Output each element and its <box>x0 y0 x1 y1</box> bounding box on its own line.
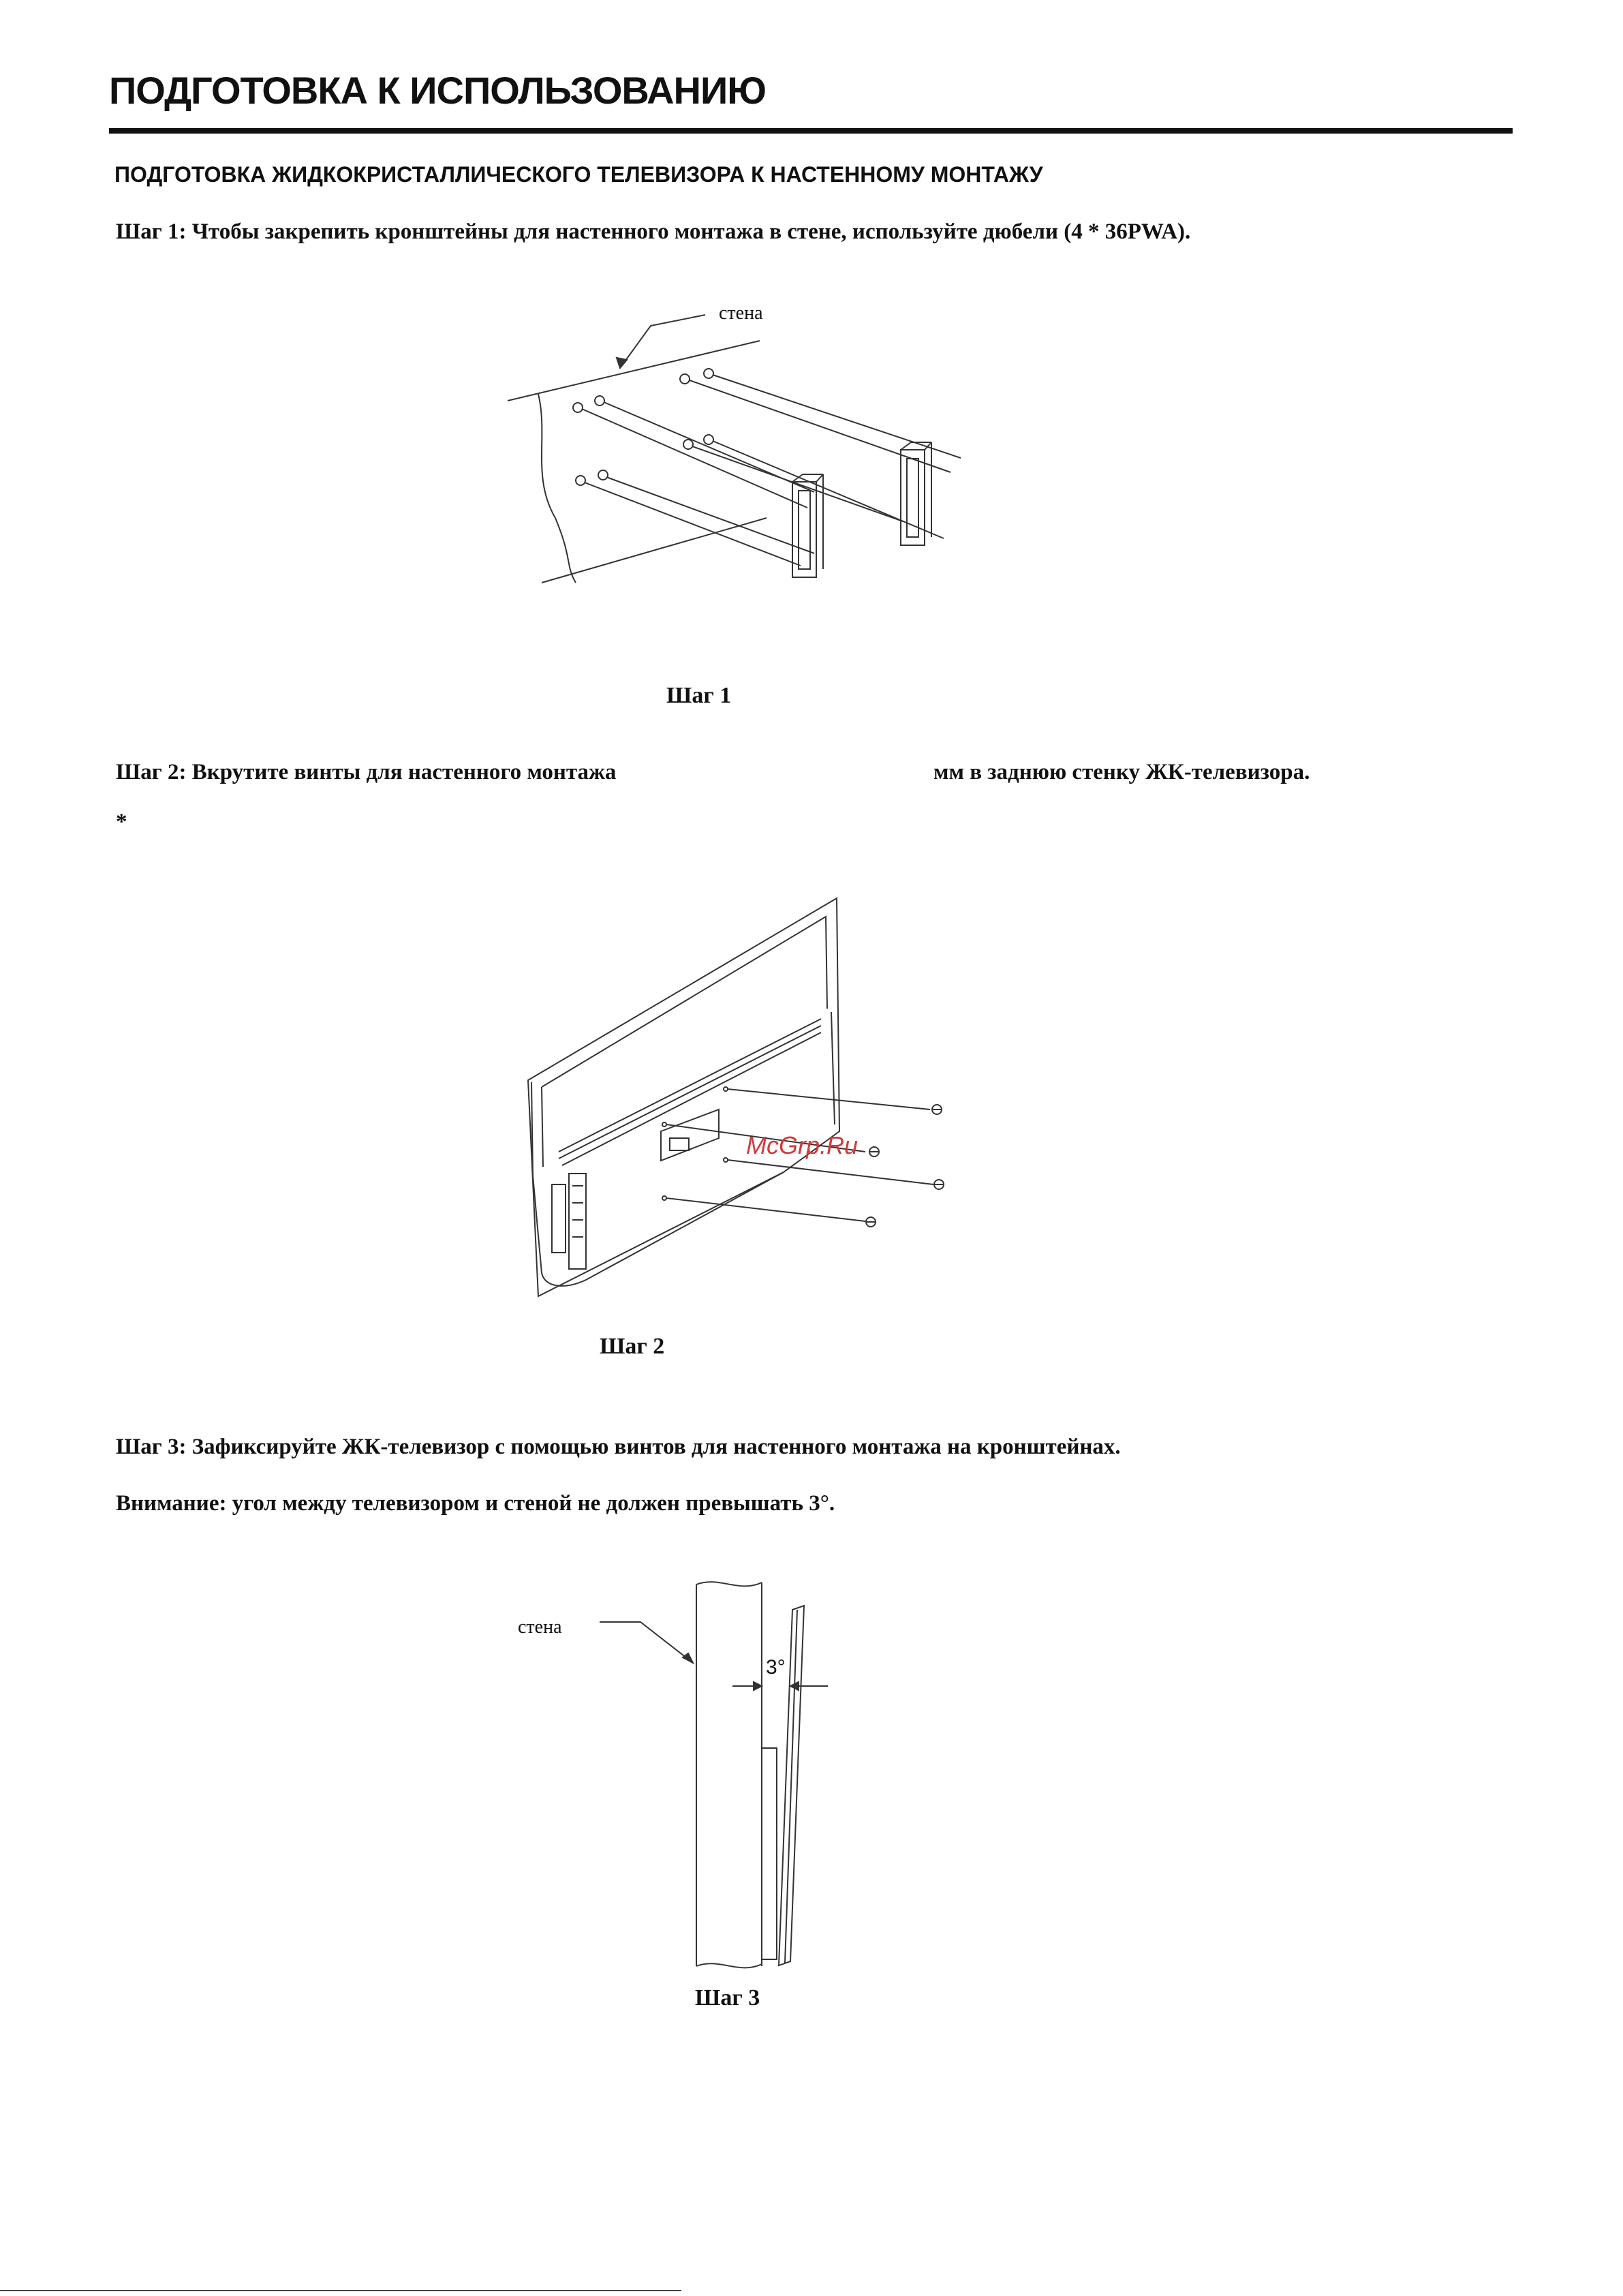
bottom-rule <box>0 2290 681 2291</box>
step1-wall-label: стена <box>719 303 763 324</box>
step3-warning: Внимание: угол между телевизором и стеной не должен превышать 3°. <box>116 1491 835 1516</box>
section-heading: ПОДГОТОВКА ЖИДКОКРИСТАЛЛИЧЕСКОГО ТЕЛЕВИЗОРА К НАСТЕННОМУ МОНТАЖУ <box>114 162 1043 187</box>
step2-caption: Шаг 2 <box>600 1334 665 1359</box>
step2-footnote-mark: * <box>116 810 127 834</box>
angle-label: 3° <box>766 1656 786 1679</box>
watermark: McGrp.Ru <box>746 1131 859 1159</box>
step3-instruction: Шаг 3: Зафиксируйте ЖК-телевизор с помощью винтов для настенного монтажа на кронштейнах. <box>116 1435 1121 1459</box>
page-title: ПОДГОТОВКА К ИСПОЛЬЗОВАНИЮ <box>109 69 766 112</box>
step3-caption: Шаг 3 <box>695 1985 760 2010</box>
step1-caption: Шаг 1 <box>666 683 732 708</box>
step1-instruction: Шаг 1: Чтобы закрепить кронштейны для настенного монтажа в стене, используйте дюбели (4 * 36PWA). <box>116 219 1191 244</box>
step2-instruction-right: мм в заднюю стенку ЖК-телевизора. <box>933 760 1310 784</box>
step2-instruction-left: Шаг 2: Вкрутите винты для настенного монтажа <box>116 760 617 784</box>
step3-wall-label: стена <box>518 1617 562 1638</box>
